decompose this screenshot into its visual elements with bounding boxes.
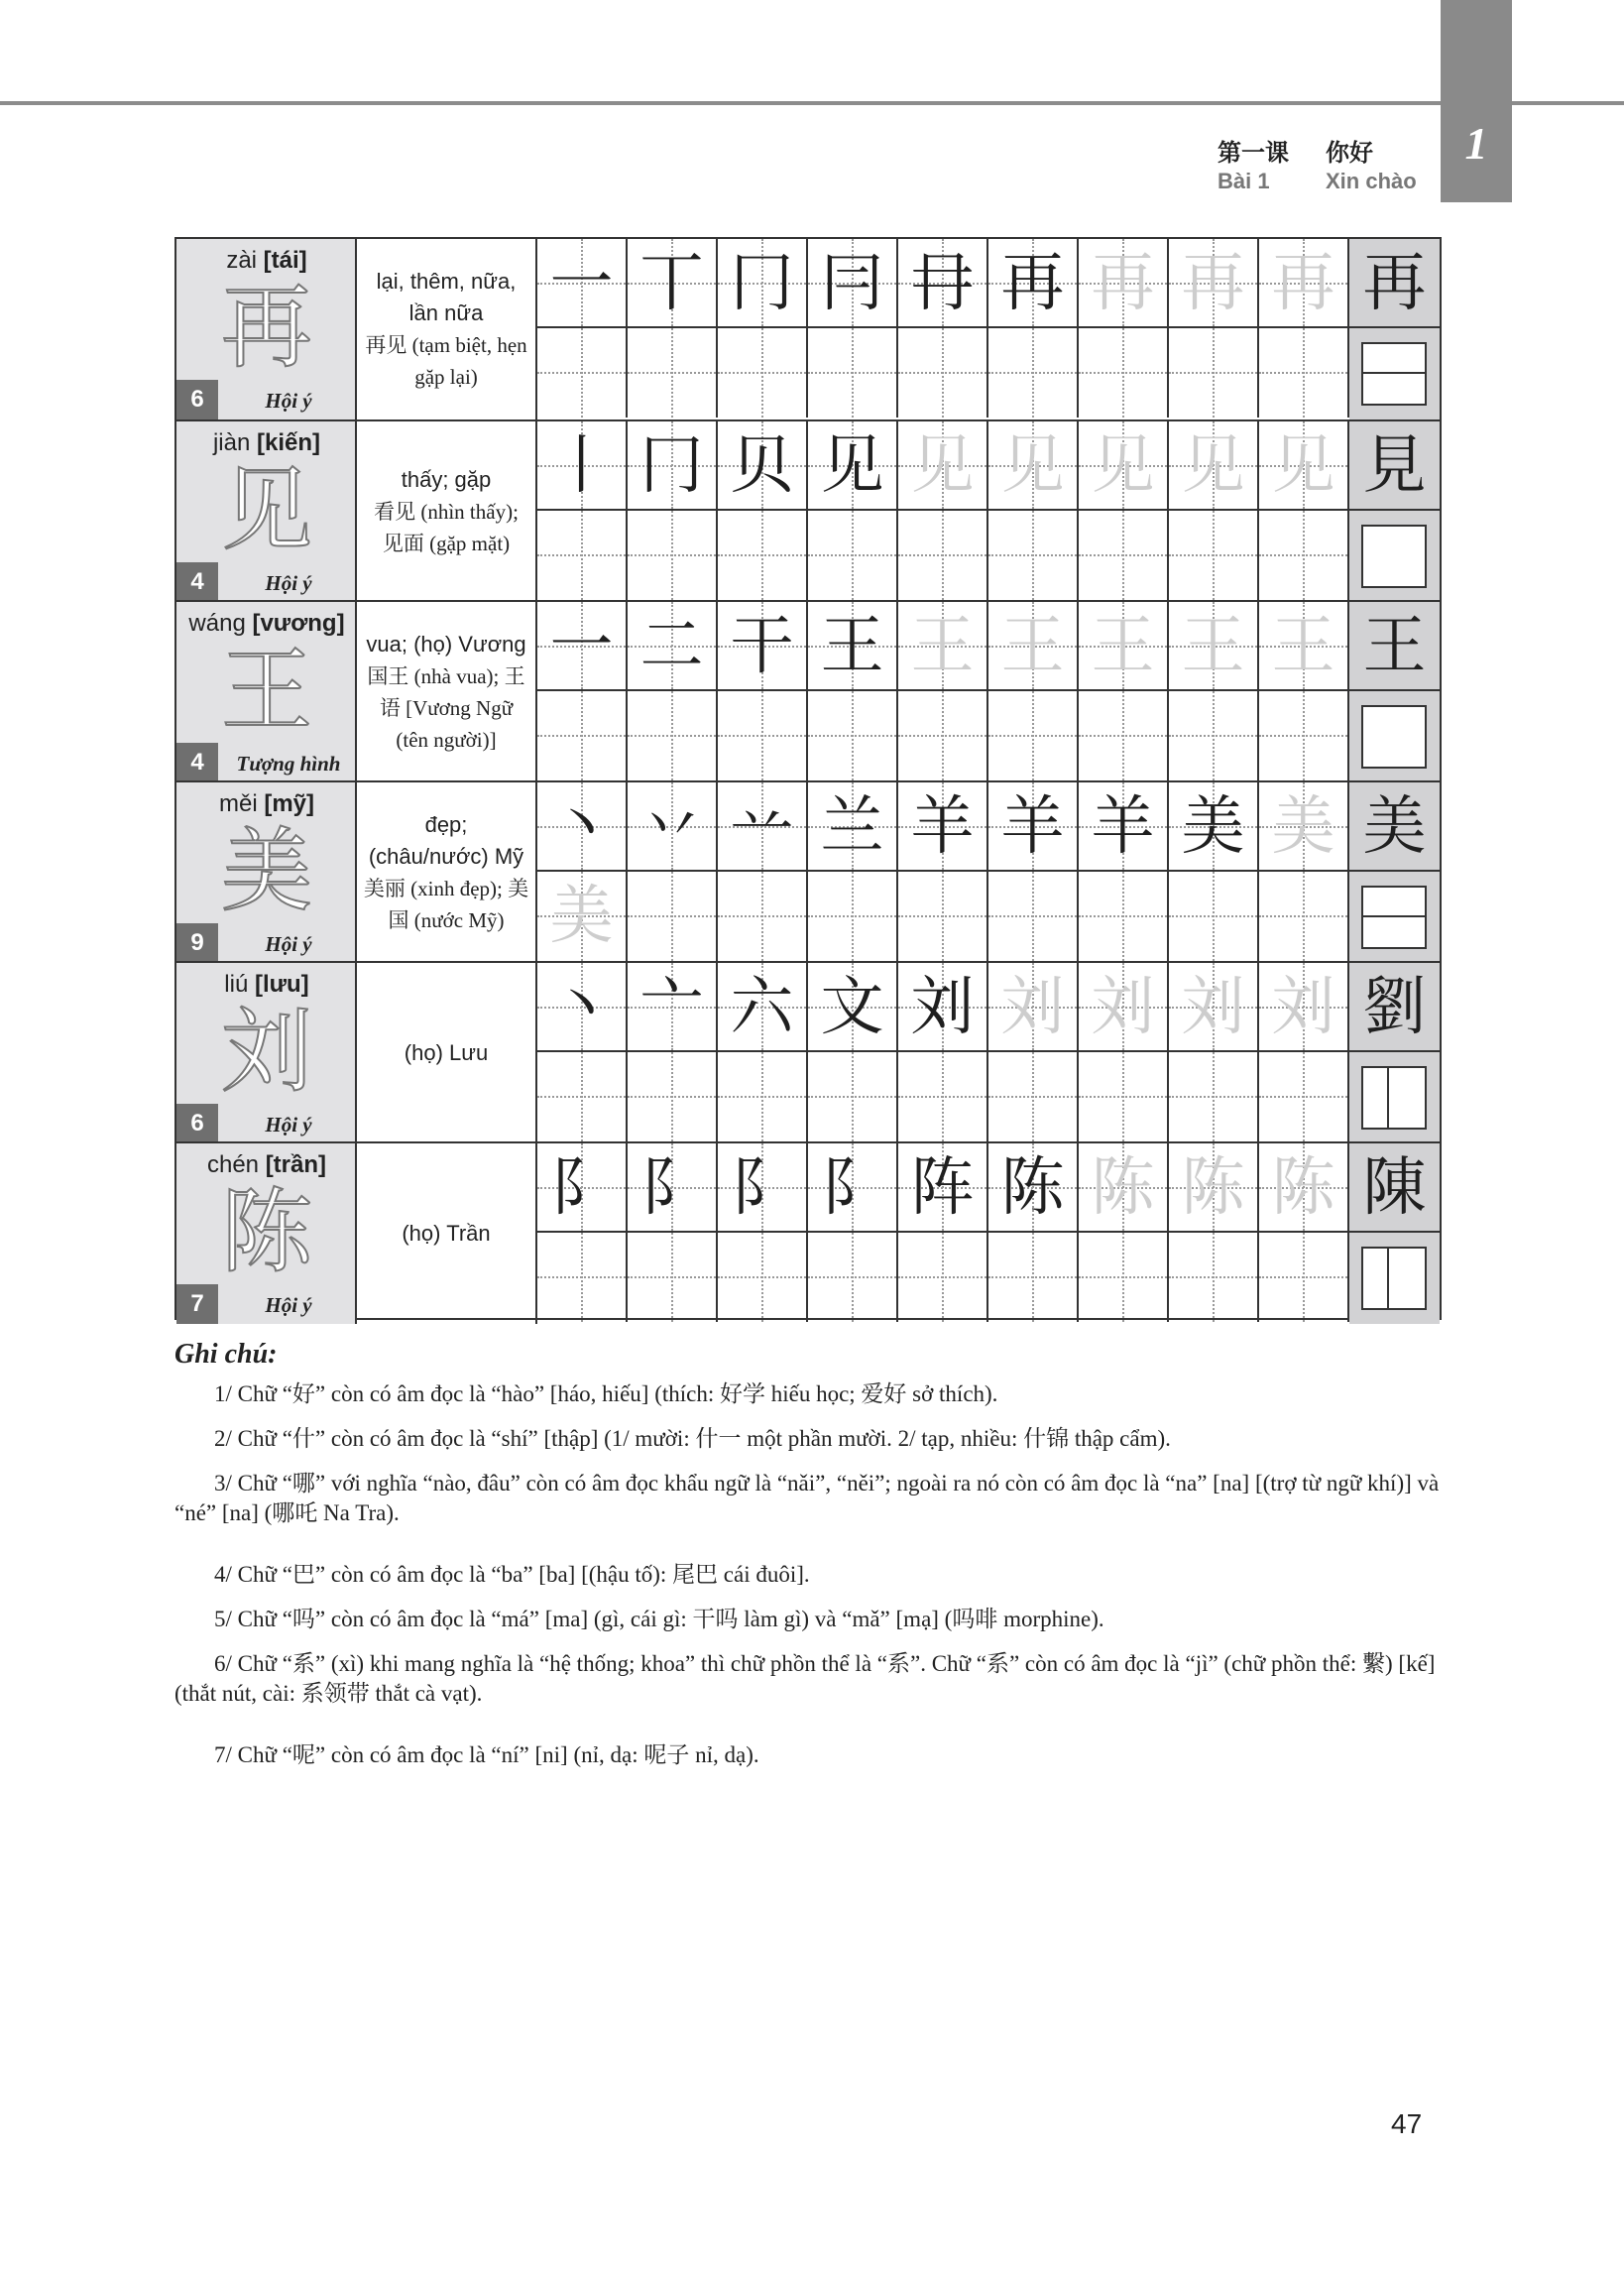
stroke-step: 再 [1181, 247, 1245, 320]
practice-cell [537, 872, 628, 961]
stroke-step: 一 [549, 247, 614, 320]
stroke-step: 䒑 [730, 790, 794, 864]
pinyin: zài [226, 247, 257, 274]
note-item: 4/ Chữ “巴” còn có âm đọc là “ba” [ba] [(hậu tố): 尾巴 cái đuôi]. [214, 1562, 810, 1587]
character-info [176, 1143, 357, 1324]
traditional-cell [1349, 1143, 1440, 1324]
traditional-cell [1349, 239, 1440, 419]
traditional-cell [1349, 782, 1440, 963]
practice-cell [988, 511, 1079, 600]
stroke-step: 再 [1091, 247, 1155, 320]
stroke-step-cell [718, 602, 808, 691]
outline-character: 美 [220, 818, 312, 924]
practice-cell [988, 1052, 1079, 1141]
practice-cell [537, 1052, 628, 1141]
stroke-step-cell [898, 1143, 988, 1233]
stroke-step: 丨 [549, 429, 614, 503]
stroke-step: 阝 [549, 1151, 614, 1225]
practice-cell [537, 511, 628, 600]
practice-cell [537, 328, 628, 418]
stroke-step: 王 [820, 610, 884, 683]
stroke-step: 冂 [639, 429, 704, 503]
stroke-step: 再 [1000, 247, 1065, 320]
note-item: 3/ Chữ “哪” với nghĩa “nào, đâu” còn có âm đọc khẩu ngữ là “nǎi”, “něi”; ngoài ra nó còn có âm đọc là “na” [na] [(trợ từ ngữ khí)] và “né” [na] (哪吒 Na Tra). [174, 1471, 1440, 1525]
practice-cell [718, 1233, 808, 1322]
practice-cell [1259, 1052, 1349, 1141]
stroke-count: 6 [176, 1104, 218, 1143]
structure-box [1361, 1066, 1427, 1130]
practice-cell [1259, 691, 1349, 780]
pinyin: wáng [188, 610, 246, 637]
practice-cell [628, 1052, 718, 1141]
stroke-step: 美 [1181, 790, 1245, 864]
stroke-step-cell [537, 963, 628, 1052]
stroke-step-cell [1169, 1143, 1259, 1233]
character-row [176, 780, 1440, 961]
stroke-step-cell [537, 782, 628, 872]
character-row [176, 961, 1440, 1141]
outline-character: 王 [220, 638, 312, 744]
stroke-step-cell [537, 1143, 628, 1233]
pinyin: liú [224, 971, 249, 998]
meaning: (họ) Lưu [404, 1040, 489, 1065]
traditional-character: 陳 [1349, 1143, 1440, 1233]
examples: 再见 (tạm biệt, hẹn gặp lại) [365, 333, 527, 389]
examples: 国王 (nhà vua); 王语 [Vương Ngữ (tên người)] [367, 664, 525, 752]
practice-cell [898, 872, 988, 961]
stroke-step-cell [808, 421, 898, 511]
trace-character: 美 [549, 880, 614, 953]
stroke-step-cell [808, 1143, 898, 1233]
stroke-step-cell [1169, 421, 1259, 511]
outline-character: 刘 [220, 999, 312, 1105]
outline-character: 陈 [220, 1179, 312, 1285]
stroke-step: 干 [730, 610, 794, 683]
stroke-step: 见 [910, 429, 975, 503]
practice-cell [1169, 872, 1259, 961]
practice-cell [808, 328, 898, 418]
stroke-step: 陈 [1091, 1151, 1155, 1225]
stroke-step: 丶 [549, 971, 614, 1044]
hanviet: [kiến] [257, 429, 321, 456]
chapter-number: 1 [1464, 118, 1488, 169]
stroke-step-cell [1259, 1143, 1349, 1233]
character-type: Hội ý [265, 389, 312, 413]
stroke-step: 见 [1181, 429, 1245, 503]
hanviet: [tái] [263, 247, 307, 274]
meaning-cell [357, 239, 537, 419]
practice-cell [1169, 691, 1259, 780]
meaning: vua; (họ) Vương [366, 632, 526, 657]
stroke-step-cell [1079, 782, 1169, 872]
practice-cell [1259, 511, 1349, 600]
practice-cell [808, 691, 898, 780]
practice-cell [1079, 1233, 1169, 1322]
practice-cell [718, 511, 808, 600]
meaning: thấy; gặp [401, 467, 492, 492]
character-type: Hội ý [265, 932, 312, 956]
stroke-step-cell [1169, 782, 1259, 872]
practice-cell [808, 872, 898, 961]
character-type: Hội ý [265, 571, 312, 595]
practice-cell [988, 328, 1079, 418]
stroke-step: 一 [549, 610, 614, 683]
note-item: 2/ Chữ “什” còn có âm đọc là “shí” [thập] (1/ mười: 什一 một phần mười. 2/ tạp, nhiều: 什锦 thập cẩm). [214, 1426, 1171, 1451]
stroke-step: 六 [730, 971, 794, 1044]
stroke-step-cell [718, 421, 808, 511]
pinyin-label [176, 790, 357, 818]
practice-cell [898, 1233, 988, 1322]
practice-cell [1079, 1052, 1169, 1141]
practice-cell [1169, 1052, 1259, 1141]
practice-cell [628, 328, 718, 418]
top-rule [0, 101, 1624, 105]
practice-cell [898, 1052, 988, 1141]
note-item: 1/ Chữ “好” còn có âm đọc là “hào” [háo, hiếu] (thích: 好学 hiếu học; 爱好 sở thích). [214, 1381, 998, 1406]
stroke-step-cell [628, 421, 718, 511]
stroke-step: 冄 [910, 247, 975, 320]
practice-cell [1169, 1233, 1259, 1322]
meaning: (họ) Trần [402, 1221, 491, 1246]
stroke-step-cell [628, 1143, 718, 1233]
stroke-step-cell [898, 782, 988, 872]
note-item: 5/ Chữ “吗” còn có âm đọc là “má” [ma] (gì, cái gì: 干吗 làm gì) và “mǎ” [mạ] (吗啡 morphine). [214, 1607, 1104, 1631]
stroke-step: 阝 [820, 1151, 884, 1225]
stroke-step-cell [537, 421, 628, 511]
pinyin-label [176, 1151, 357, 1179]
hanviet: [vương] [252, 610, 345, 637]
meaning: lại, thêm, nữa, lần nữa [376, 269, 517, 325]
stroke-step: 刘 [1181, 971, 1245, 1044]
practice-cell [898, 511, 988, 600]
examples: 美丽 (xinh đẹp); 美国 (nước Mỹ) [363, 877, 529, 932]
notes-title: Ghi chú: [174, 1339, 278, 1370]
structure-box [1361, 1247, 1427, 1310]
practice-cell [628, 511, 718, 600]
stroke-step: 再 [1271, 247, 1335, 320]
practice-cell [1079, 328, 1169, 418]
stroke-step: 美 [1271, 790, 1335, 864]
character-info [176, 421, 357, 602]
stroke-step-cell [1259, 421, 1349, 511]
stroke-step: 刘 [1271, 971, 1335, 1044]
stroke-step: 丷 [639, 790, 704, 864]
pinyin: jiàn [212, 429, 251, 456]
note-item: 6/ Chữ “系” (xì) khi mang nghĩa là “hệ thống; khoa” thì chữ phồn thể là “系”. Chữ “系” còn có âm đọc là “jì” (chữ phồn thể: 繫) [kế] (thắt nút, cài: 系领带 thắt cà vạt). [174, 1651, 1436, 1706]
stroke-step: 见 [1271, 429, 1335, 503]
stroke-step: 阝 [639, 1151, 704, 1225]
stroke-step-cell [718, 1143, 808, 1233]
stroke-step-cell [628, 239, 718, 328]
practice-grid [174, 237, 1442, 1320]
stroke-step: 王 [1091, 610, 1155, 683]
traditional-character: 劉 [1349, 963, 1440, 1052]
practice-cell [1079, 691, 1169, 780]
character-info [176, 782, 357, 963]
stroke-step: 见 [820, 429, 884, 503]
practice-cell [988, 1233, 1079, 1322]
stroke-step-cell [808, 782, 898, 872]
stroke-step: 丅 [639, 247, 704, 320]
meaning-cell [357, 782, 537, 963]
practice-cell [988, 872, 1079, 961]
practice-cell [988, 691, 1079, 780]
pinyin: chén [206, 1151, 260, 1178]
practice-cell [1079, 511, 1169, 600]
stroke-step-cell [718, 782, 808, 872]
stroke-step: 刘 [910, 971, 975, 1044]
stroke-step: 羊 [1091, 790, 1155, 864]
traditional-character: 再 [1349, 239, 1440, 328]
stroke-step-cell [988, 782, 1079, 872]
practice-cell [1079, 872, 1169, 961]
stroke-step: 刘 [1000, 971, 1065, 1044]
stroke-step-cell [808, 239, 898, 328]
character-row [176, 600, 1440, 780]
pinyin: měi [218, 790, 258, 817]
practice-cell [808, 1233, 898, 1322]
stroke-step: 陈 [1000, 1151, 1065, 1225]
stroke-step-cell [808, 963, 898, 1052]
character-type: Hội ý [265, 1293, 312, 1317]
stroke-step: 陈 [1271, 1151, 1335, 1225]
stroke-step: 陈 [1181, 1151, 1245, 1225]
practice-cell [1169, 328, 1259, 418]
practice-cell [718, 328, 808, 418]
character-type: Hội ý [265, 1113, 312, 1136]
traditional-character: 美 [1349, 782, 1440, 872]
practice-cell [628, 872, 718, 961]
character-row [176, 419, 1440, 600]
character-info [176, 239, 357, 419]
practice-cell [898, 691, 988, 780]
practice-cell [537, 1233, 628, 1322]
stroke-step-cell [718, 239, 808, 328]
meaning-cell [357, 421, 537, 602]
stroke-step-cell [808, 602, 898, 691]
traditional-cell [1349, 602, 1440, 782]
meaning-cell [357, 963, 537, 1143]
stroke-step: 文 [820, 971, 884, 1044]
meaning-cell [357, 1143, 537, 1324]
stroke-count: 9 [176, 923, 218, 963]
stroke-step-cell [898, 963, 988, 1052]
stroke-count: 6 [176, 380, 218, 419]
stroke-step-cell [628, 963, 718, 1052]
stroke-step-cell [988, 963, 1079, 1052]
stroke-step: 见 [1000, 429, 1065, 503]
structure-box [1361, 342, 1427, 406]
outline-character: 再 [220, 275, 312, 381]
stroke-step: 冃 [820, 247, 884, 320]
note-item: 7/ Chữ “呢” còn có âm đọc là “ní” [ni] (nỉ, dạ: 呢子 nỉ, dạ). [214, 1742, 759, 1767]
stroke-step-cell [988, 1143, 1079, 1233]
stroke-step: 阝 [730, 1151, 794, 1225]
stroke-step-cell [898, 421, 988, 511]
stroke-step-cell [898, 239, 988, 328]
meaning: đẹp; (châu/nước) Mỹ [368, 812, 524, 869]
stroke-step: 兰 [820, 790, 884, 864]
stroke-step-cell [988, 239, 1079, 328]
practice-cell [718, 1052, 808, 1141]
stroke-step-cell [1259, 602, 1349, 691]
stroke-step: 见 [1091, 429, 1155, 503]
character-info [176, 602, 357, 782]
character-row [176, 239, 1440, 419]
stroke-step-cell [628, 602, 718, 691]
lesson-title-vi: Xin chào [1326, 169, 1417, 193]
stroke-step-cell [718, 963, 808, 1052]
practice-cell [628, 691, 718, 780]
outline-character: 见 [220, 457, 312, 563]
pinyin-label [176, 247, 357, 275]
stroke-step: 羊 [1000, 790, 1065, 864]
page-number: 47 [1391, 2108, 1423, 2139]
stroke-step-cell [1169, 963, 1259, 1052]
stroke-step: 阵 [910, 1151, 975, 1225]
practice-cell [718, 872, 808, 961]
stroke-step-cell [1079, 239, 1169, 328]
stroke-count: 4 [176, 562, 218, 602]
chapter-tab [1441, 0, 1512, 202]
structure-box [1361, 705, 1427, 769]
practice-cell [808, 1052, 898, 1141]
stroke-step: 王 [1181, 610, 1245, 683]
practice-cell [898, 328, 988, 418]
traditional-cell [1349, 963, 1440, 1143]
stroke-step: 亠 [639, 971, 704, 1044]
stroke-step: 刘 [1091, 971, 1155, 1044]
lesson-label-cn: 第一课 [1218, 140, 1289, 167]
character-row [176, 1141, 1440, 1322]
lesson-label-vi: Bài 1 [1218, 169, 1270, 193]
stroke-step-cell [1259, 782, 1349, 872]
stroke-step: 王 [1271, 610, 1335, 683]
stroke-step-cell [988, 421, 1079, 511]
stroke-step-cell [1169, 602, 1259, 691]
stroke-step: 二 [639, 610, 704, 683]
practice-cell [537, 691, 628, 780]
pinyin-label [176, 971, 357, 999]
stroke-step-cell [1169, 239, 1259, 328]
stroke-step-cell [1259, 963, 1349, 1052]
stroke-step: 贝 [730, 429, 794, 503]
practice-cell [628, 1233, 718, 1322]
hanviet: [lưu] [254, 971, 309, 998]
stroke-step: 冂 [730, 247, 794, 320]
practice-cell [718, 691, 808, 780]
stroke-count: 4 [176, 743, 218, 782]
practice-cell [1169, 511, 1259, 600]
stroke-step-cell [988, 602, 1079, 691]
traditional-cell [1349, 421, 1440, 602]
stroke-step-cell [537, 602, 628, 691]
practice-cell [1259, 328, 1349, 418]
stroke-step-cell [1079, 1143, 1169, 1233]
stroke-step: 王 [910, 610, 975, 683]
hanviet: [trần] [265, 1151, 327, 1178]
practice-cell [1259, 1233, 1349, 1322]
examples: 看见 (nhìn thấy); 见面 (gặp mặt) [374, 500, 519, 555]
character-info [176, 963, 357, 1143]
hanviet: [mỹ] [264, 790, 314, 817]
lesson-title-cn: 你好 [1326, 140, 1373, 167]
stroke-step-cell [1079, 963, 1169, 1052]
stroke-count: 7 [176, 1284, 218, 1324]
meaning-cell [357, 602, 537, 782]
traditional-character: 見 [1349, 421, 1440, 511]
structure-box [1361, 525, 1427, 588]
structure-box [1361, 886, 1427, 949]
character-type: Tượng hình [236, 752, 341, 776]
pinyin-label [176, 610, 357, 638]
stroke-step: 丶 [549, 790, 614, 864]
stroke-step-cell [1259, 239, 1349, 328]
stroke-step-cell [628, 782, 718, 872]
practice-cell [1259, 872, 1349, 961]
practice-cell [808, 511, 898, 600]
stroke-step-cell [1079, 602, 1169, 691]
pinyin-label [176, 429, 357, 457]
stroke-step: 羊 [910, 790, 975, 864]
stroke-step-cell [898, 602, 988, 691]
stroke-step-cell [537, 239, 628, 328]
stroke-step: 王 [1000, 610, 1065, 683]
traditional-character: 王 [1349, 602, 1440, 691]
stroke-step-cell [1079, 421, 1169, 511]
